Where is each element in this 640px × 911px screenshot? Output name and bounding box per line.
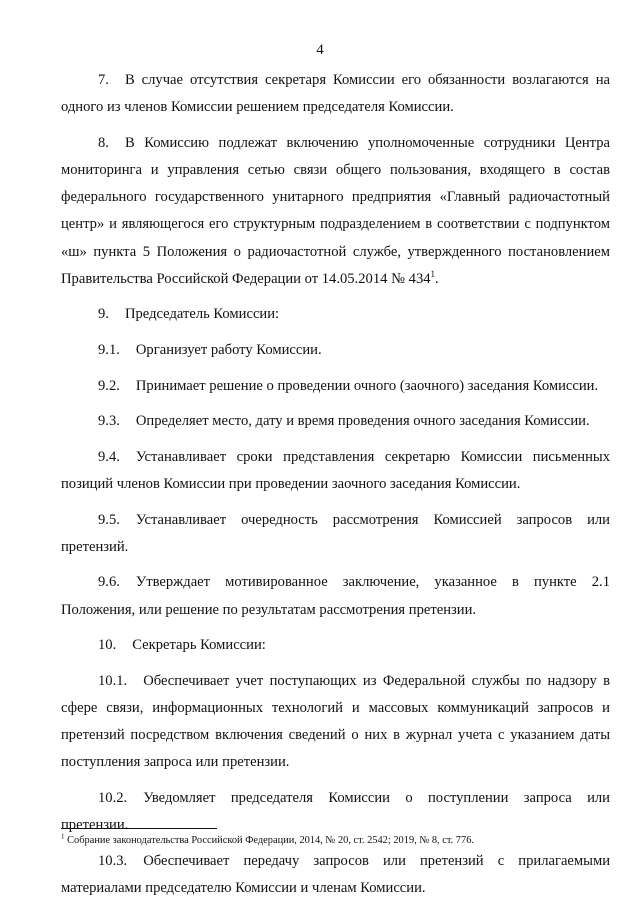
clause-text-end: . bbox=[435, 270, 439, 287]
clause-10-1 bbox=[61, 668, 610, 777]
footnote-marker: 1 bbox=[61, 832, 65, 841]
clause-text: Утверждает мотивированное заключение, указанное в пункте 2.1 Положения, или решение по результатам рассмотрения претензии. bbox=[61, 574, 610, 618]
clause-text: В случае отсутствия секретаря Комиссии его обязанности возлагаются на одного из членов Комиссии решением председателя Комиссии. bbox=[61, 72, 610, 116]
footnote-reference: 1 bbox=[430, 268, 436, 279]
clause-text: Устанавливает очередность рассмотрения Комиссией запросов или претензий. bbox=[61, 511, 610, 555]
clause-10-2 bbox=[61, 785, 610, 839]
clause-number: 10.3. bbox=[98, 852, 128, 869]
clause-number: 9.3. bbox=[98, 413, 120, 430]
clause-8 bbox=[61, 130, 610, 293]
clause-9-5 bbox=[61, 507, 610, 561]
footnote-text: Собрание законодательства Российской Федерации, 2014, № 20, ст. 2542; 2019, № 8, ст. 776. bbox=[67, 835, 474, 846]
clause-text: Устанавливает сроки представления секретарю Комиссии письменных позиций членов Комиссии при проведении заочного заседания Комиссии. bbox=[61, 448, 610, 492]
clause-number: 9.2. bbox=[98, 377, 120, 394]
clause-text: В Комиссию подлежат включению уполномоченные сотрудники Центра мониторинга и управления сетью связи общего пользования, входящего в состав федерального государственного унитарного предприятия «Главный радиочастотный центр» и являющегося его структурным подразделением в соответствии с подпунктом «ш» пункта 5 Положения о радиочастотной службе, утвержденного постановлением Правительства Российской Федерации от 14.05.2014 № 434 bbox=[61, 134, 610, 287]
footnote-separator bbox=[61, 828, 217, 829]
clause-text: Секретарь Комиссии: bbox=[132, 637, 266, 654]
clause-number: 9.5. bbox=[98, 511, 120, 528]
clause-text: Принимает решение о проведении очного (заочного) заседания Комиссии. bbox=[135, 377, 599, 394]
clause-text: Уведомляет председателя Комиссии о поступлении запроса или претензии. bbox=[61, 789, 610, 834]
clause-9-3 bbox=[61, 408, 610, 435]
clause-7 bbox=[61, 67, 610, 121]
clause-number: 9.1. bbox=[98, 342, 120, 358]
clause-text: Председатель Комиссии: bbox=[124, 306, 280, 323]
clause-9-2 bbox=[61, 373, 610, 400]
clause-9-1 bbox=[61, 337, 610, 364]
clause-text: Обеспечивает передачу запросов или претензий с прилагаемыми материалами председателю Комиссии и членам Комиссии. bbox=[61, 852, 610, 896]
clause-text: Определяет место, дату и время проведения очного заседания Комиссии. bbox=[135, 413, 590, 430]
clause-number: 9.4. bbox=[98, 448, 120, 465]
clause-10 bbox=[61, 632, 610, 659]
clause-number: 10.2. bbox=[98, 789, 128, 806]
clause-number: 9. bbox=[98, 306, 109, 323]
clause-text: Обеспечивает учет поступающих из Федеральной службы по надзору в сфере связи, информационных технологий и массовых коммуникаций запросов и претензий посредством включения сведений о них в журнал учета с указанием даты поступления запроса или претензии. bbox=[61, 672, 610, 771]
clause-9-4 bbox=[61, 444, 610, 498]
clause-number: 9.6. bbox=[98, 574, 120, 591]
clause-10-3 bbox=[61, 848, 610, 902]
clause-text: Организует работу Комиссии. bbox=[135, 342, 322, 358]
clause-number: 7. bbox=[98, 72, 109, 88]
clause-9 bbox=[61, 301, 610, 328]
clause-number: 10.1. bbox=[98, 672, 128, 689]
clause-number: 10. bbox=[98, 637, 117, 654]
footnote bbox=[61, 834, 610, 848]
clause-number: 8. bbox=[98, 134, 109, 151]
clause-9-6 bbox=[61, 569, 610, 623]
document-body bbox=[61, 67, 610, 911]
page-number: 4 bbox=[316, 42, 324, 58]
